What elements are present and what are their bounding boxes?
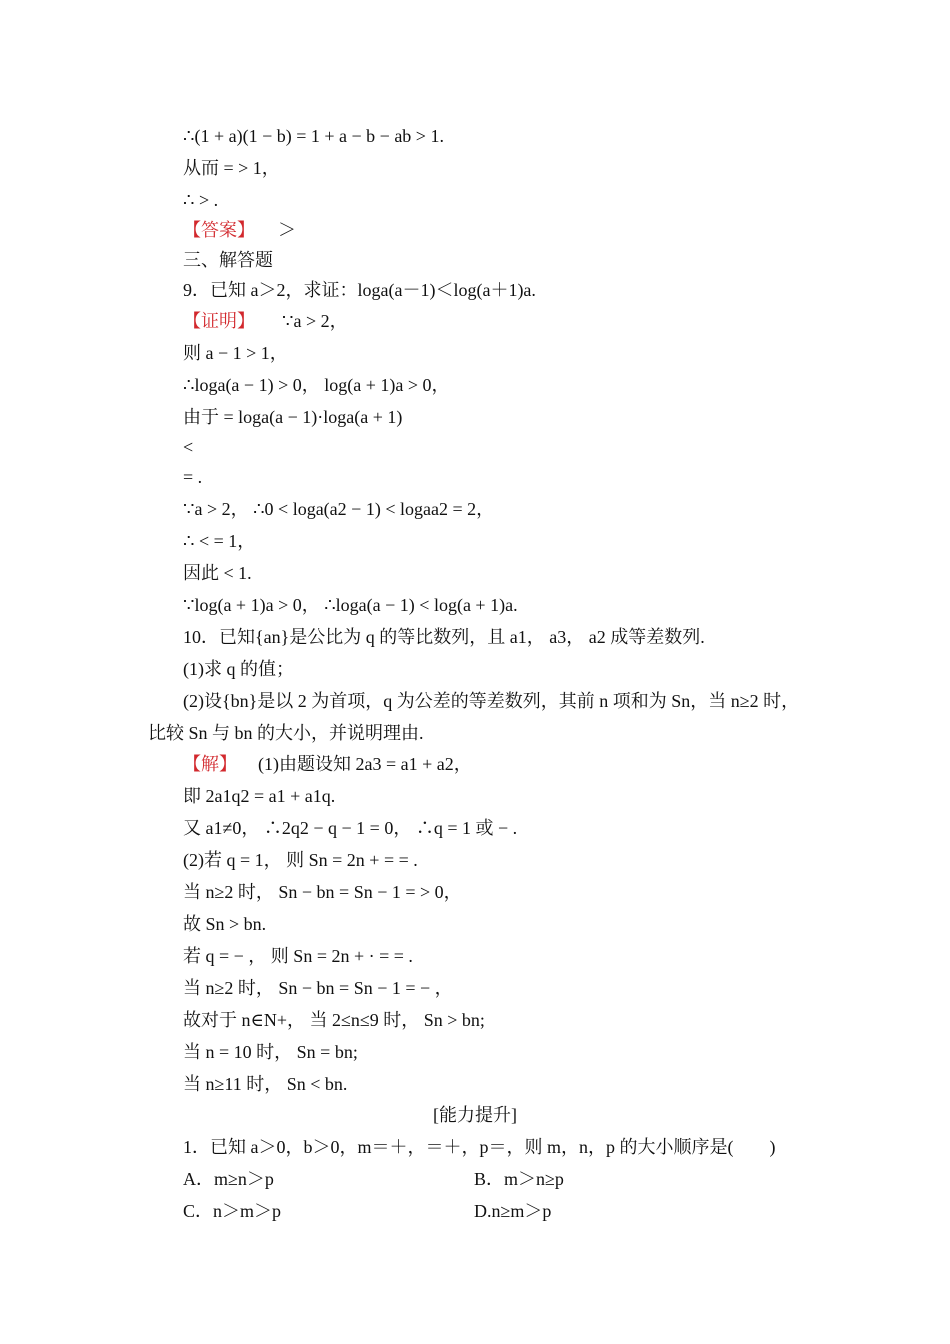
text-line: 即 2a1q2 = a1 + a1q. bbox=[183, 786, 336, 806]
problem-9: 9．已知 a＞2，求证：loga(a－1)＜log(a＋1)a. bbox=[183, 280, 536, 300]
answer-tag: 【答案】 bbox=[183, 220, 255, 240]
text-line: ∵a > 2， bbox=[282, 311, 348, 331]
answer-value: ＞ bbox=[278, 220, 296, 240]
option-a: A．m≥n＞p bbox=[183, 1169, 274, 1189]
option-c: C．n＞m＞p bbox=[183, 1201, 282, 1221]
text-line: ∴ < = 1， bbox=[183, 531, 256, 551]
text-line: 从而 = > 1， bbox=[183, 158, 280, 178]
text-line: ∵a > 2， ∴0 < loga(a2 − 1) < logaa2 = 2， bbox=[183, 499, 495, 519]
option-d: D.n≥m＞p bbox=[474, 1201, 552, 1221]
option-b: B．m＞n≥p bbox=[474, 1169, 564, 1189]
text-line: 当 n≥2 时， Sn − bn = Sn − 1 = − ， bbox=[183, 978, 453, 998]
text-line: < bbox=[183, 437, 194, 457]
proof-tag: 【证明】 bbox=[183, 311, 255, 331]
text-line: 则 a − 1 > 1， bbox=[183, 343, 288, 363]
text-line: (1)由题设知 2a3 = a1 + a2， bbox=[258, 754, 472, 774]
problem-10: 10．已知{an}是公比为 q 的等比数列，且 a1， a3， a2 成等差数列. bbox=[183, 627, 705, 647]
text-line: 比较 Sn 与 bn 的大小，并说明理由. bbox=[148, 723, 424, 743]
text-line: 因此 < 1. bbox=[183, 563, 252, 583]
text-line: 故 Sn > bn. bbox=[183, 914, 267, 934]
text-line: 当 n≥11 时， Sn < bn. bbox=[183, 1074, 348, 1094]
text-line: ∴loga(a − 1) > 0， log(a + 1)a > 0， bbox=[183, 375, 450, 395]
text-line: 当 n = 10 时， Sn = bn; bbox=[183, 1042, 358, 1062]
section-heading: 三、解答题 bbox=[183, 250, 273, 270]
text-line: ∴ > . bbox=[183, 190, 219, 210]
text-line: 当 n≥2 时， Sn − bn = Sn − 1 = > 0， bbox=[183, 882, 462, 902]
text-line: 若 q = − ， 则 Sn = 2n + · = = . bbox=[183, 946, 413, 966]
text-line: 又 a1≠0， ∴2q2 − q − 1 = 0， ∴q = 1 或 − . bbox=[183, 818, 518, 838]
text-line: 故对于 n∈N+， 当 2≤n≤9 时， Sn > bn; bbox=[183, 1010, 485, 1030]
question-1: 1．已知 a＞0，b＞0，m＝＋，＝＋，p＝，则 m，n，p 的大小顺序是( ) bbox=[183, 1137, 776, 1157]
section-heading-ability: [能力提升] bbox=[433, 1105, 517, 1125]
text-line: ∵log(a + 1)a > 0， ∴loga(a − 1) < log(a + 1)a. bbox=[183, 595, 518, 615]
text-line: ∴(1 + a)(1 − b) = 1 + a − b − ab > 1. bbox=[183, 126, 444, 146]
text-line: 由于 = loga(a − 1)·loga(a + 1) bbox=[183, 407, 403, 427]
text-line: = . bbox=[183, 467, 203, 487]
text-line: (2)设{bn}是以 2 为首项，q 为公差的等差数列，其前 n 项和为 Sn，当 n≥2 时， bbox=[183, 691, 800, 711]
text-line: (1)求 q 的值； bbox=[183, 659, 294, 679]
text-line: (2)若 q = 1， 则 Sn = 2n + = = . bbox=[183, 850, 418, 870]
solution-tag: 【解】 bbox=[183, 754, 237, 774]
